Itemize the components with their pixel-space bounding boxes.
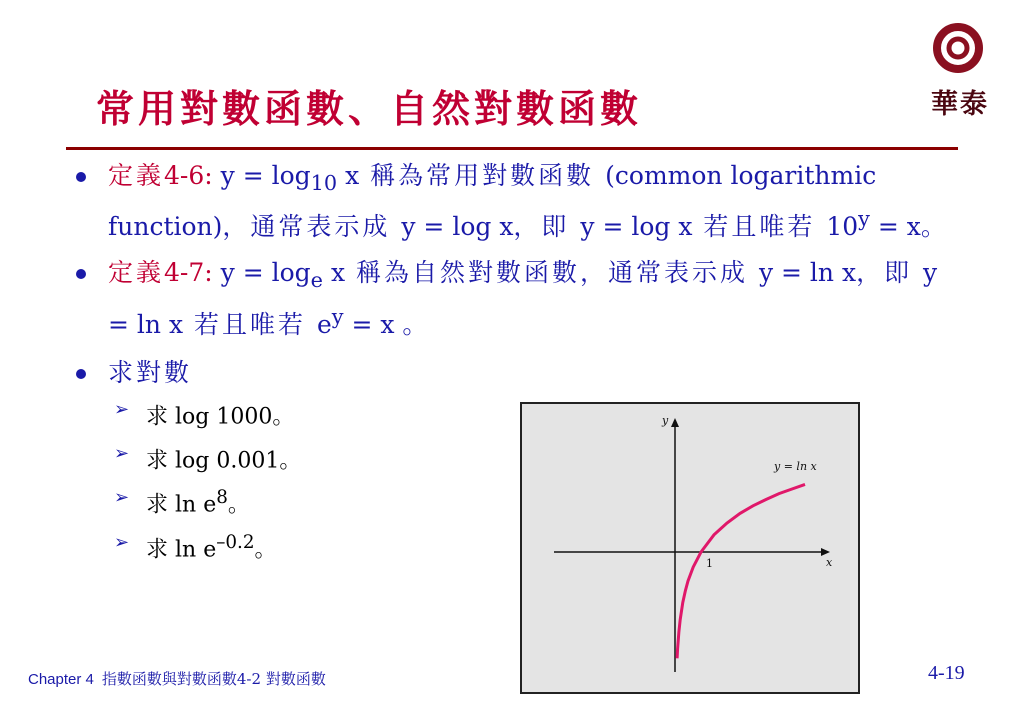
footer-section: 4-2 對數函數 bbox=[236, 670, 326, 688]
tick-label-1: 1 bbox=[706, 557, 713, 570]
logo-ring-icon bbox=[932, 22, 984, 74]
exercise-heading-item bbox=[72, 355, 952, 391]
definition-text: $y = \log_e x$ 稱為自然對數函數，通常表示成 y = ln x，即 y = ln x 若且唯若 $e^y = x$ 。 bbox=[108, 258, 938, 339]
exercise-item: ➢ 求 log 0.001。 bbox=[114, 442, 302, 474]
exercise-item: ➢ 求 $\ln e^8$。 bbox=[114, 487, 250, 518]
ln-graph-canvas bbox=[522, 404, 858, 692]
logo-name: 華泰 bbox=[931, 89, 989, 120]
footer-chapter-title: 指數函數與對數函數 bbox=[101, 670, 237, 688]
definition-label: 定義 bbox=[108, 161, 165, 190]
page-number: 4-19 bbox=[928, 662, 965, 684]
slide-title: 常用對數函數、自然對數函數 bbox=[96, 86, 643, 131]
arrow-bullet-icon: ➢ bbox=[114, 531, 130, 553]
ln-curve-series bbox=[677, 484, 805, 658]
y-axis-arrow-icon bbox=[671, 418, 679, 427]
definition-label: 定義 bbox=[108, 258, 165, 288]
definition-4-6 bbox=[72, 158, 952, 245]
y-axis-label: y bbox=[662, 414, 669, 427]
exercise-item: ➢ 求 log 1000。 bbox=[114, 398, 295, 429]
definition-text: $y = \log_{10} x$ 稱為常用對數函數 (common logarithmic function)，通常表示成 y = log x，即 y = log x 若且唯若 $10^y = x$。 bbox=[108, 161, 946, 242]
x-axis-label: x bbox=[826, 556, 833, 569]
curve-label: y = ln x bbox=[774, 460, 817, 473]
exercise-heading: 求對數 bbox=[108, 357, 193, 387]
bullet-dot-icon bbox=[76, 369, 86, 379]
footer-left bbox=[28, 668, 326, 689]
exercise-item: ➢ 求 $\ln e^{-0.2}$。 bbox=[114, 531, 277, 562]
arrow-bullet-icon: ➢ bbox=[114, 487, 130, 509]
definition-4-7 bbox=[72, 255, 952, 342]
arrow-bullet-icon: ➢ bbox=[114, 398, 130, 420]
ln-graph bbox=[520, 402, 860, 694]
footer-chapter: Chapter 4 bbox=[28, 671, 94, 688]
title-underline bbox=[66, 147, 958, 150]
definition-number: 4-7: bbox=[164, 258, 213, 288]
arrow-bullet-icon: ➢ bbox=[114, 442, 130, 464]
bullet-dot-icon bbox=[76, 269, 86, 279]
x-axis-arrow-icon bbox=[821, 548, 830, 556]
bullet-dot-icon bbox=[76, 172, 86, 182]
publisher-logo bbox=[918, 22, 1002, 132]
definition-number: 4-6: bbox=[164, 161, 213, 190]
